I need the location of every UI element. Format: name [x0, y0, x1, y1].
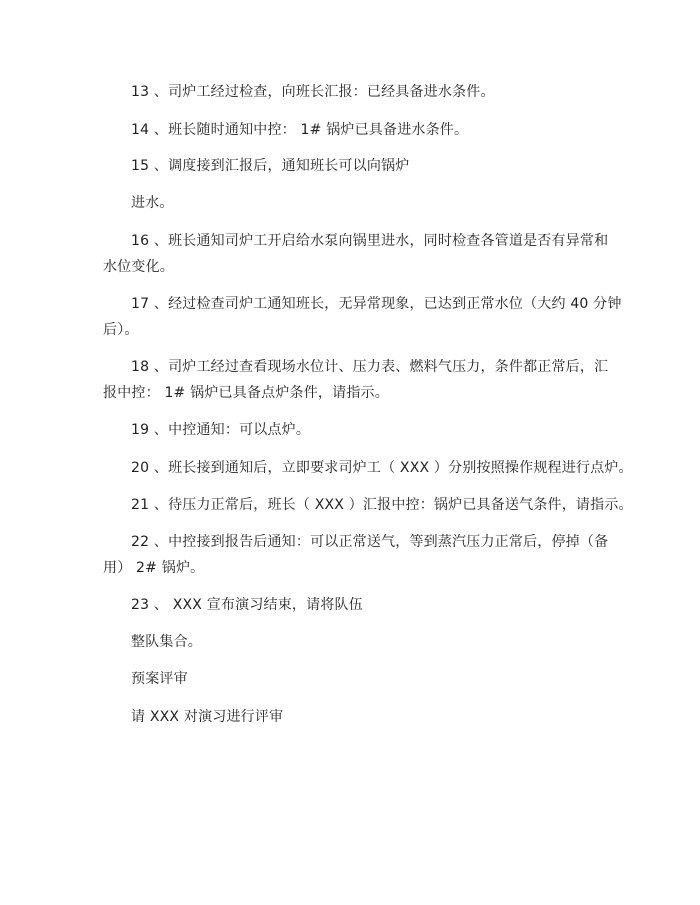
review-request-line: 请 XXX 对演习进行评审 — [131, 709, 284, 725]
step-15-line: 15 、调度接到汇报后，通知班长可以向锅炉 — [131, 158, 410, 174]
step-21-line: 21 、待压力正常后，班长（ XXX ）汇报中控：锅炉已具备送气条件，请指示。 — [131, 497, 633, 513]
step-13-line: 13 、司炉工经过检查，向班长汇报：已经具备进水条件。 — [131, 84, 495, 100]
step-17-continuation: 后）。 — [103, 322, 139, 338]
step-16-line: 16 、班长通知司炉工开启给水泵向锅里进水，同时检查各管道是否有异常和 — [131, 233, 609, 249]
step-18-continuation: 报中控： 1# 锅炉已具备点炉条件，请指示。 — [103, 385, 389, 401]
step-15-continuation: 进水。 — [131, 195, 174, 211]
step-22-line: 22 、中控接到报告后通知：可以正常送气，等到蒸汽压力正常后，停掉（备 — [131, 534, 609, 550]
section-heading: 预案评审 — [131, 671, 188, 687]
step-14-line: 14 、班长随时通知中控： 1# 锅炉已具备进水条件。 — [131, 122, 469, 138]
step-16-continuation: 水位变化。 — [103, 259, 174, 275]
step-17-line: 17 、经过检查司炉工通知班长，无异常现象，已达到正常水位（大约 40 分钟 — [131, 296, 622, 312]
step-20-line: 20 、班长接到通知后，立即要求司炉工（ XXX ）分别按照操作规程进行点炉。 — [131, 460, 633, 476]
step-23-continuation: 整队集合。 — [131, 634, 202, 650]
step-18-line: 18 、司炉工经过查看现场水位计、压力表、燃料气压力，条件都正常后，汇 — [131, 359, 609, 375]
step-19-line: 19 、中控通知：可以点炉。 — [131, 422, 311, 438]
step-23-line: 23 、 XXX 宣布演习结束，请将队伍 — [131, 597, 363, 613]
step-22-continuation: 用） 2# 锅炉。 — [103, 560, 205, 576]
